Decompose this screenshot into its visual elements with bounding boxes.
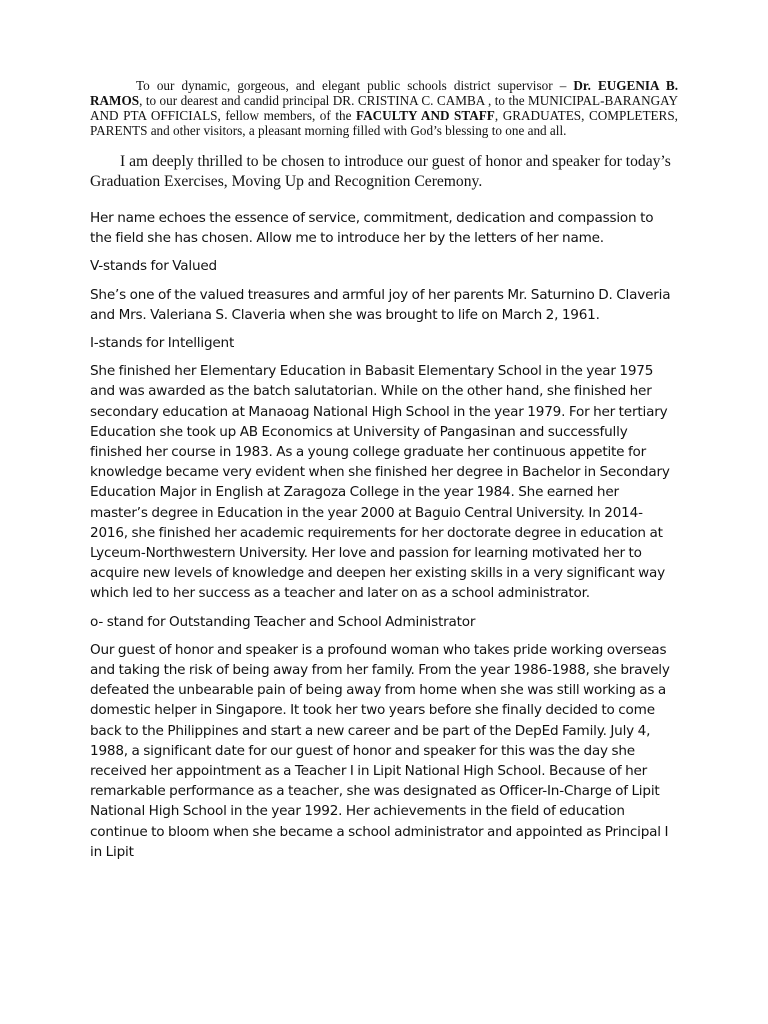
body-paragraph-outstanding: Our guest of honor and speaker is a profound woman who takes pride working overseas and taking the risk of being away from her family. From the year 1986-1988, she bravely defeated the unbearable pain of being away from home when she was still working as a domestic helper in Singapore. It took her two years before she finally decided to come back to the Philippines and start a new career and be part of the DepEd Family. July 4, 1988, a significant date for our guest of honor and speaker for this was the day she received her appointment as a Teacher I in Lipit National High School. Because of her remarkable performance as a teacher, she was designated as Officer-In-Charge of Lipit National High School in the year 1992. Her achievements in the field of education continue to bloom when she became a school administrator and appointed as Principal I in Lipit bbox=[90, 641, 670, 860]
greeting-bold-faculty: FACULTY AND STAFF bbox=[356, 108, 495, 123]
document-page bbox=[90, 78, 678, 870]
greeting-text-3: , GRADUATES, COMPLETERS, PARENTS and other visitors, a pleasant morning filled with God’s blessing to one and all. bbox=[90, 108, 678, 138]
greeting-text-2: , to our dearest and candid principal DR. CRISTINA C. CAMBA , to the MUNICIPAL-BARANGAY AND PTA OFFICIALS, fellow members, of the bbox=[90, 93, 678, 123]
greeting-paragraph bbox=[90, 78, 678, 138]
body-paragraph-intelligent: She finished her Elementary Education in Babasit Elementary School in the year 1975 and was awarded as the batch salutatorian. While on the other hand, she finished her secondary education at Manaoag National High School in the year 1979. For her tertiary Education she took up AB Economics at University of Pangasinan and successfully finished her course in 1983. As a young college graduate her continuous appetite for knowledge became very evident when she finished her degree in Bachelor in Secondary Education Major in English at Zaragoza College in the year 1984. She earned her master’s degree in Education in the year 2000 at Baguio Central University. In 2014-2016, she finished her academic requirements for her doctorate degree in education at Lyceum-Northwestern University. Her love and passion for learning motivated her to acquire new levels of knowledge and deepen her existing skills in a very significant way which led to her success as a teacher and later on as a school administrator. bbox=[90, 363, 670, 602]
letter-heading-o: o- stand for Outstanding Teacher and School Administrator bbox=[90, 613, 476, 630]
letter-heading-i: I-stands for Intelligent bbox=[90, 335, 235, 352]
lead-paragraph: I am deeply thrilled to be chosen to introduce our guest of honor and speaker for today’s Graduation Exercises, Moving Up and Recognition Ceremony. bbox=[90, 153, 671, 190]
greeting-text-1: To our dynamic, gorgeous, and elegant public schools district supervisor – bbox=[136, 78, 574, 93]
greeting-bold-supervisor: Dr. EUGENIA B. RAMOS bbox=[90, 78, 678, 108]
body-paragraph-name-intro: Her name echoes the essence of service, commitment, dedication and compassion to the field she has chosen. Allow me to introduce her by the letters of her name. bbox=[90, 210, 654, 247]
letter-heading-v: V-stands for Valued bbox=[90, 258, 217, 275]
body-paragraph-valued: She’s one of the valued treasures and armful joy of her parents Mr. Saturnino D. Claveria and Mrs. Valeriana S. Claveria when she was brought to life on March 2, 1961. bbox=[90, 286, 671, 323]
